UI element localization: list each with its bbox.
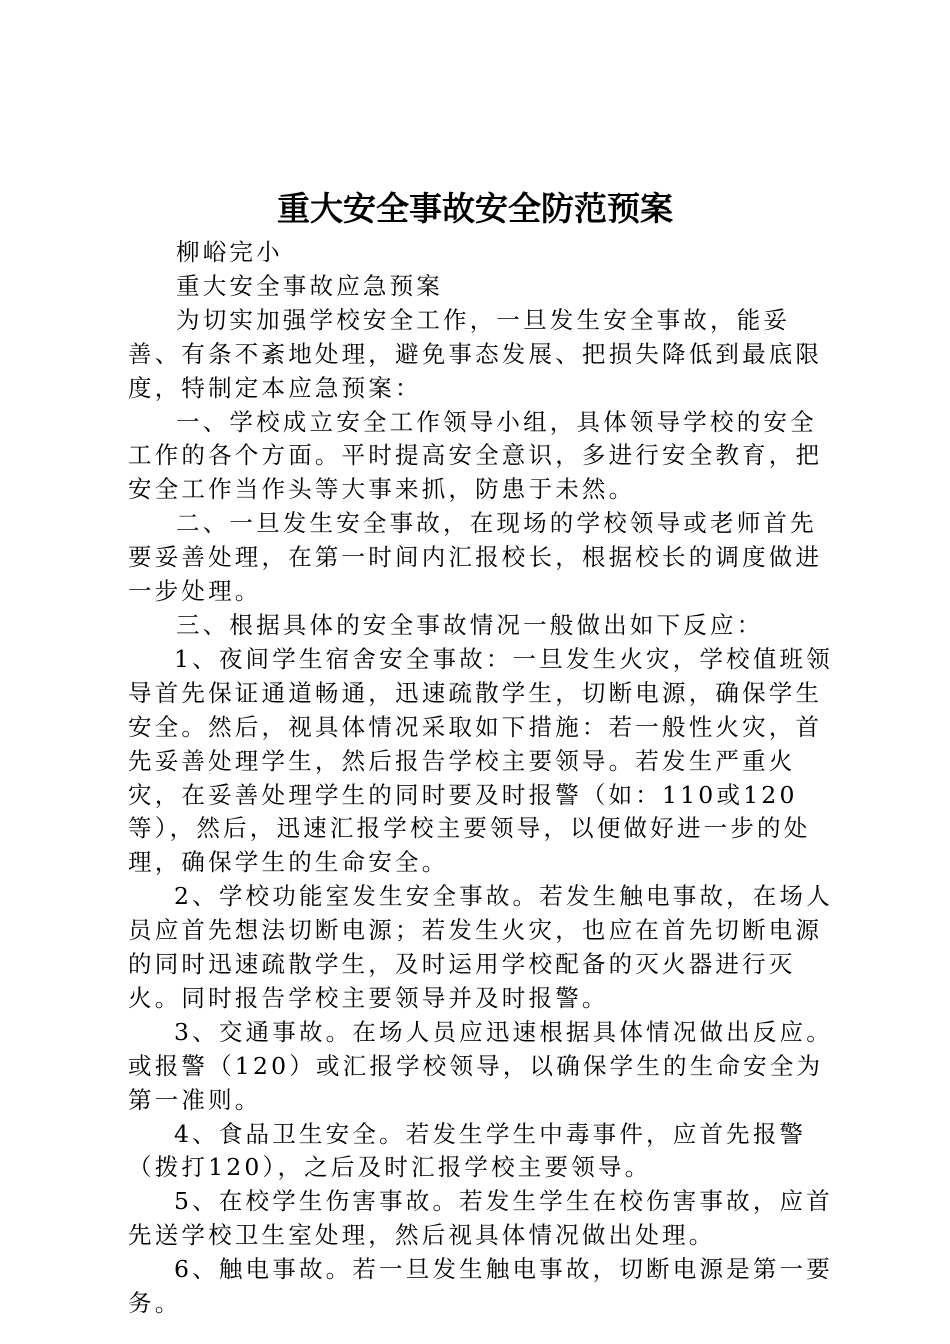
document-body	[128, 236, 840, 1321]
school-name: 柳峪完小	[176, 238, 283, 266]
plan-subtitle: 重大安全事故应急预案	[176, 271, 443, 300]
section-one-paragraph: 一、学校成立安全工作领导小组，具体领导学校的安全工作的各个方面。平时提高安全意识，多进行安全教育，把安全工作当作头等大事来抓，防患于未然。	[128, 407, 823, 504]
item-electric-shock: 6、触电事故。若一旦发生触电事故，切断电源是第一要务。	[128, 1255, 833, 1318]
section-two-paragraph: 二、一旦发生安全事故，在现场的学校领导或老师首先要妥善处理，在第一时间内汇报校长，根据校长的调度做进一步处理。	[128, 509, 823, 606]
item-food-safety: 4、食品卫生安全。若发生学生中毒事件，应首先报警（拨打120），之后及时汇报学校主要领导。	[128, 1119, 807, 1182]
section-three-heading: 三、根据具体的安全事故情况一般做出如下反应：	[176, 610, 764, 639]
item-student-injury: 5、在校学生伤害事故。若发生学生在校伤害事故，应首先送学校卫生室处理，然后视具体情况做出处理。	[128, 1187, 833, 1250]
item-dormitory-accident: 1、夜间学生宿舍安全事故：一旦发生火灾，学校值班领导首先保证通道畅通，迅速疏散学生，切断电源，确保学生安全。然后，视具体情况采取如下措施：若一般性火灾，首先妥善处理学生，然后报告学校主要领导。若发生严重火灾，在妥善处理学生的同时要及时报警（如：110或120等），然后，迅速汇报学校主要领导，以便做好进一步的处理，确保学生的生命安全。	[128, 644, 833, 877]
item-function-room-accident: 2、学校功能室发生安全事故。若发生触电事故，在场人员应首先想法切断电源；若发生火灾，也应在首先切断电源的同时迅速疏散学生，及时运用学校配备的灭火器进行灭火。同时报告学校主要领导并及时报警。	[128, 882, 833, 1012]
document-title: 重大安全事故安全防范预案	[277, 189, 673, 228]
intro-paragraph: 为切实加强学校安全工作，一旦发生安全事故，能妥善、有条不紊地处理，避免事态发展、把损失降低到最底限度，特制定本应急预案：	[128, 305, 823, 402]
item-traffic-accident: 3、交通事故。在场人员应迅速根据具体情况做出反应。或报警（120）或汇报学校领导，以确保学生的生命安全为第一准则。	[128, 1017, 833, 1114]
